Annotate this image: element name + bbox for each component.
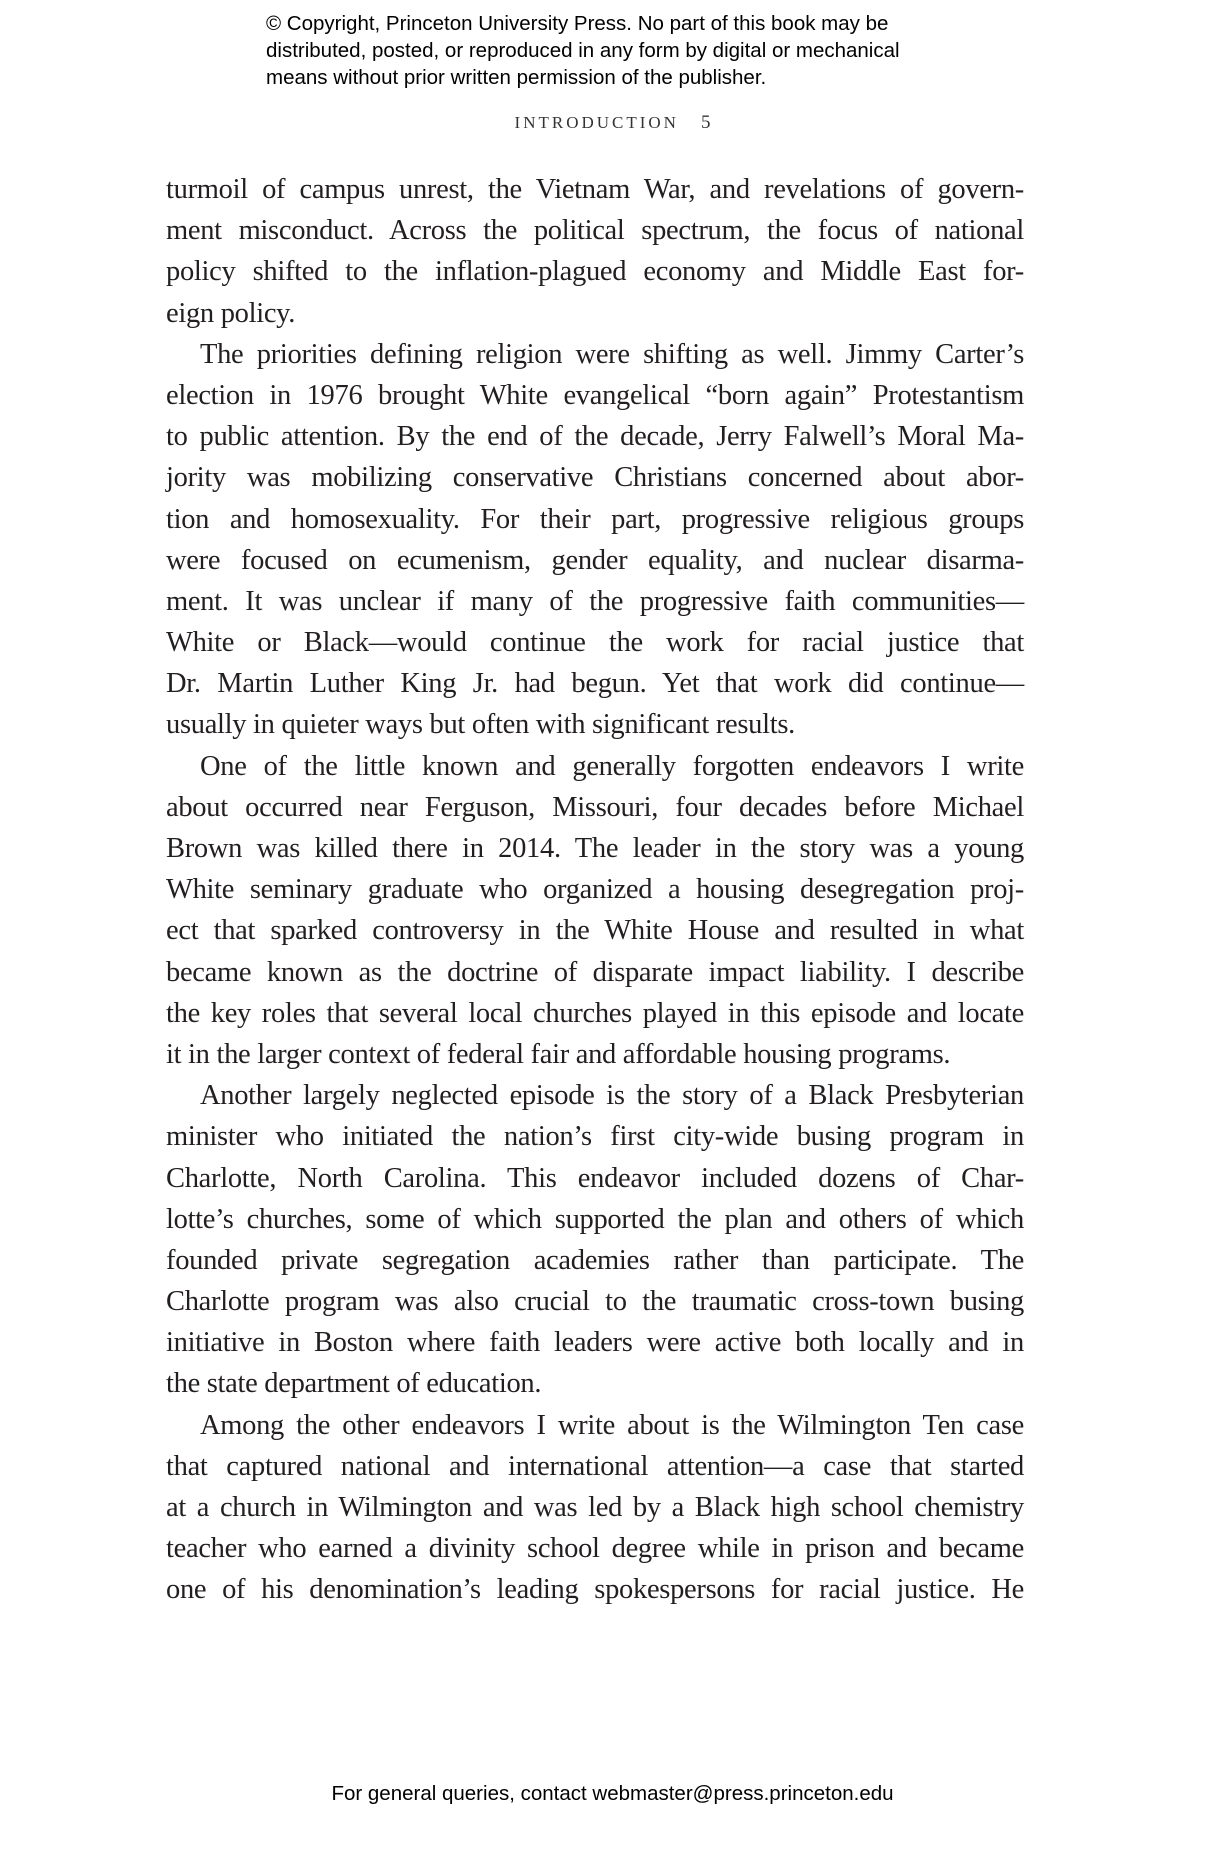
copyright-line: © Copyright, Princeton University Press. No part of this book may be xyxy=(266,12,889,35)
text-line: Among the other endeavors I write about is the Wilmington Ten case xyxy=(200,1409,1024,1441)
paragraph xyxy=(166,746,1024,1076)
text-line: to public attention. By the end of the decade, Jerry Falwell’s Moral Ma- xyxy=(166,421,1024,453)
text-line: were focused on ecumenism, gender equality, and nuclear disarma- xyxy=(166,544,1024,576)
text-line: turmoil of campus unrest, the Vietnam War, and revelations of govern- xyxy=(166,174,1024,205)
text-line: One of the little known and generally forgotten endeavors I write xyxy=(200,750,1024,782)
text-line: Another largely neglected episode is the story of a Black Presbyterian xyxy=(200,1080,1024,1112)
paragraph xyxy=(166,1075,1024,1405)
text-line: election in 1976 brought White evangelical “born again” Protestantism xyxy=(166,379,1024,411)
text-line: ment. It was unclear if many of the progressive faith communities— xyxy=(166,585,1024,617)
chapter-title: INTRODUCTION xyxy=(514,113,679,132)
text-line: White or Black—would continue the work for racial justice that xyxy=(166,627,1024,659)
text-line: Dr. Martin Luther King Jr. had begun. Yet that work did continue— xyxy=(166,668,1024,700)
text-line: Charlotte program was also crucial to the traumatic cross-town busing xyxy=(166,1286,1024,1318)
text-line: ment misconduct. Across the political spectrum, the focus of national xyxy=(166,215,1024,247)
text-line: The priorities defining religion were shifting as well. Jimmy Carter’s xyxy=(200,338,1024,370)
text-line: Brown was killed there in 2014. The leader in the story was a young xyxy=(166,833,1024,864)
text-line: jority was mobilizing conservative Christians concerned about abor- xyxy=(166,462,1024,494)
paragraph xyxy=(166,169,1024,334)
text-line: White seminary graduate who organized a housing desegregation proj- xyxy=(166,874,1024,906)
running-head xyxy=(0,112,1225,134)
text-line: teacher who earned a divinity school degree while in prison and became xyxy=(166,1533,1024,1565)
text-line: founded private segregation academies rather than participate. The xyxy=(166,1244,1024,1276)
text-line: initiative in Boston where faith leaders were active both locally and in xyxy=(166,1327,1024,1359)
text-line: Charlotte, North Carolina. This endeavor included dozens of Char- xyxy=(166,1162,1024,1194)
text-line: policy shifted to the inflation-plagued economy and Middle East for- xyxy=(166,256,1024,288)
copyright-notice xyxy=(266,10,900,91)
text-line: tion and homosexuality. For their part, progressive religious groups xyxy=(166,503,1024,535)
text-line: minister who initiated the nation’s first city-wide busing program in xyxy=(166,1121,1024,1153)
copyright-line: means without prior written permission of the publisher. xyxy=(266,66,767,89)
text-line: the key roles that several local churches played in this episode and locate xyxy=(166,997,1024,1029)
text-line: ect that sparked controversy in the White House and resulted in what xyxy=(166,915,1024,947)
text-line: that captured national and international attention—a case that started xyxy=(166,1450,1024,1482)
text-line: it in the larger context of federal fair and affordable housing programs. xyxy=(166,1038,951,1070)
body-text xyxy=(166,169,1024,1611)
text-line: one of his denomination’s leading spokespersons for racial justice. He xyxy=(166,1574,1024,1606)
paragraph xyxy=(166,1405,1024,1611)
footer-contact: For general queries, contact webmaster@press.princeton.edu xyxy=(331,1782,894,1805)
text-line: about occurred near Ferguson, Missouri, four decades before Michael xyxy=(166,791,1024,823)
text-line: eign policy. xyxy=(166,297,296,329)
page-number: 5 xyxy=(700,112,711,133)
copyright-line: distributed, posted, or reproduced in any form by digital or mechanical xyxy=(266,39,900,62)
text-line: at a church in Wilmington and was led by a Black high school chemistry xyxy=(166,1492,1024,1523)
text-line: lotte’s churches, some of which supported the plan and others of which xyxy=(166,1203,1024,1235)
text-line: usually in quieter ways but often with significant results. xyxy=(166,709,795,741)
text-line: became known as the doctrine of disparate impact liability. I describe xyxy=(166,956,1024,988)
text-line: the state department of education. xyxy=(166,1368,542,1400)
paragraph xyxy=(166,334,1024,746)
